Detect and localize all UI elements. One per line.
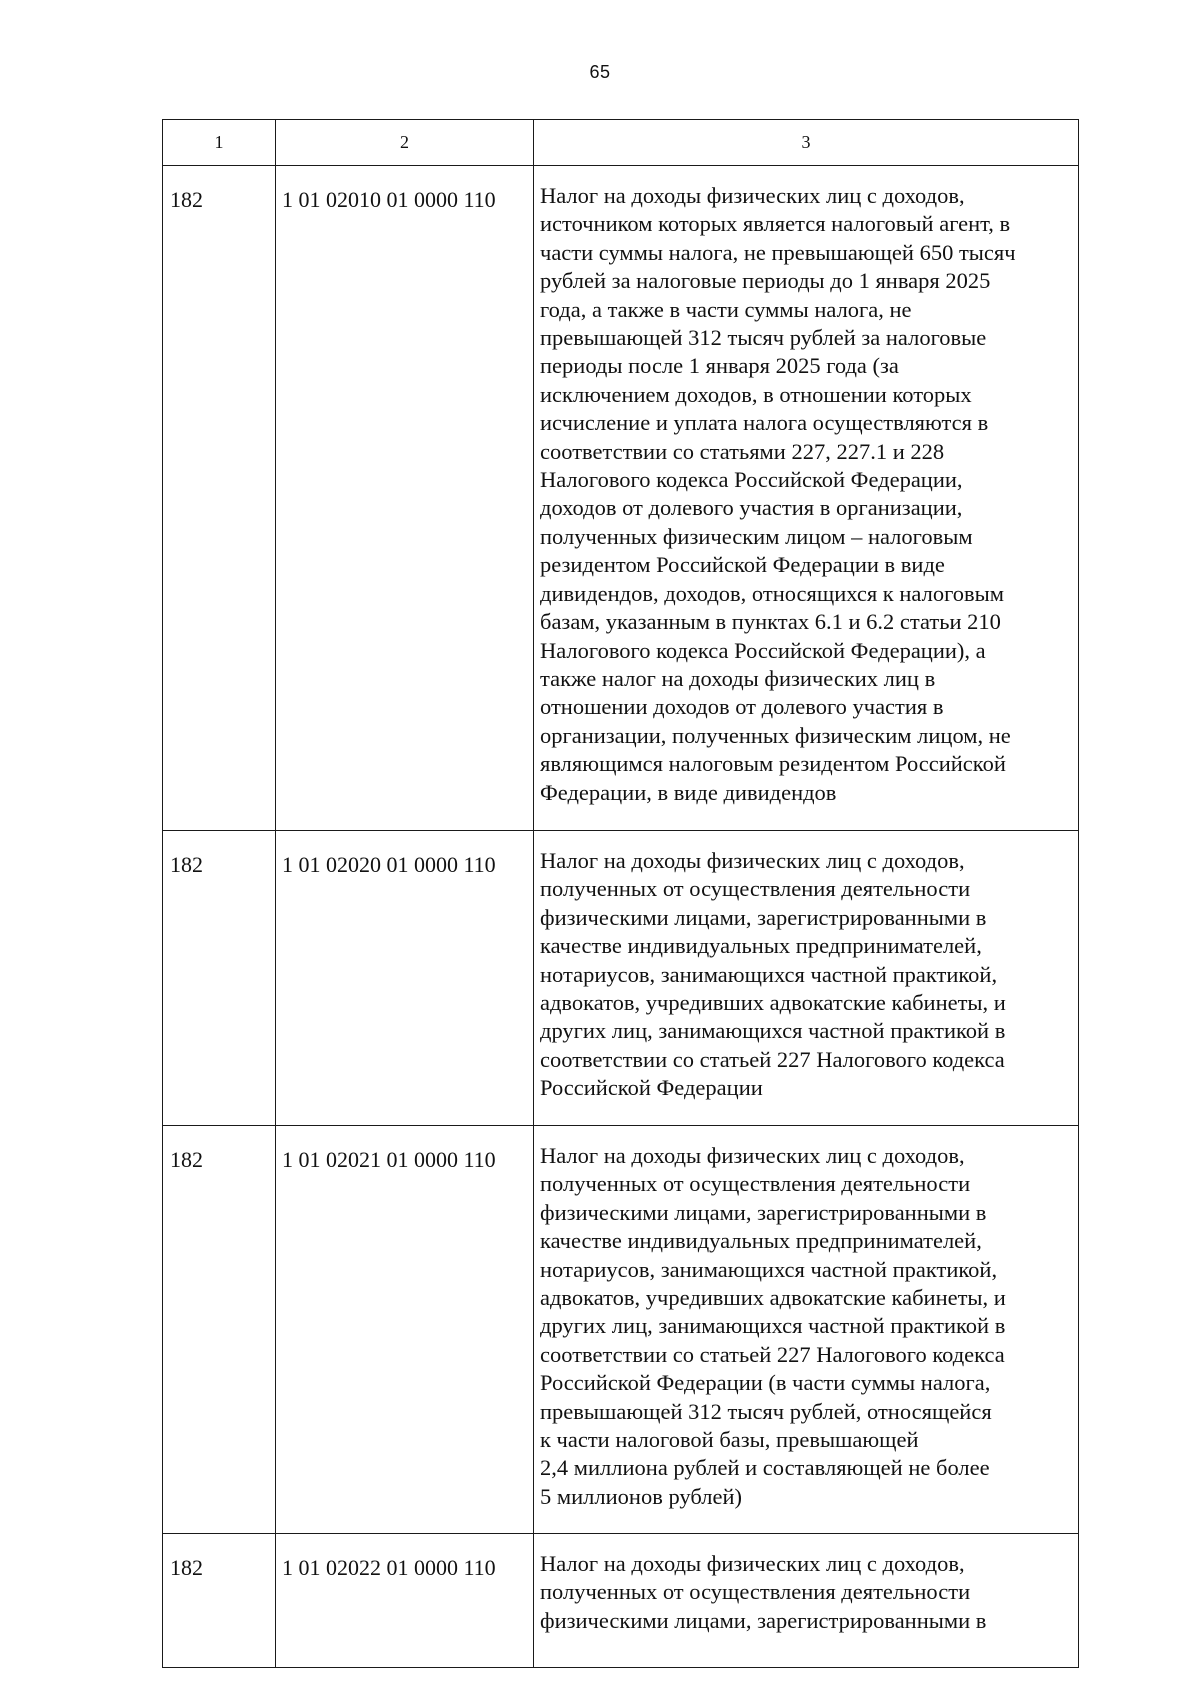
- table-row: [163, 166, 1079, 831]
- description-line: других лиц, занимающихся частной практикой в: [540, 1313, 1006, 1339]
- admin-code-cell: 182: [163, 166, 276, 831]
- description-line: года, а также в части суммы налога, не: [540, 296, 912, 322]
- description-line: Российской Федерации: [540, 1075, 763, 1101]
- page-number: 65: [589, 62, 611, 82]
- description-cell: [534, 1126, 1079, 1534]
- description-line: соответствии со статьей 227 Налогового кодекса: [540, 1046, 1005, 1072]
- description-cell: [534, 831, 1079, 1126]
- column-header-1: 1: [163, 120, 276, 166]
- description-line: 2,4 миллиона рублей и составляющей не более: [540, 1455, 990, 1481]
- description-line: источником которых является налоговый агент, в: [540, 211, 1011, 237]
- description-line: физическими лицами, зарегистрированными в: [540, 1199, 987, 1225]
- description-line: части суммы налога, не превышающей 650 тысяч: [540, 239, 1016, 265]
- description-line: 5 миллионов рублей): [540, 1483, 742, 1509]
- description-line: исключением доходов, в отношении которых: [540, 381, 972, 407]
- description-line: Федерации, в виде дивидендов: [540, 779, 837, 805]
- description-line: соответствии со статьями 227, 227.1 и 228: [540, 438, 945, 464]
- budget-code-cell: 1 01 02022 01 0000 110: [276, 1534, 534, 1668]
- admin-code-cell: 182: [163, 831, 276, 1126]
- budget-code-cell: 1 01 02010 01 0000 110: [276, 166, 534, 831]
- description-line: организации, полученных физическим лицом, не: [540, 722, 1011, 748]
- description-line: физическими лицами, зарегистрированными в: [540, 904, 987, 930]
- admin-code-cell: 182: [163, 1126, 276, 1534]
- description-line: Налог на доходы физических лиц с доходов,: [540, 848, 965, 873]
- description-line: Налог на доходы физических лиц с доходов,: [540, 1143, 965, 1168]
- description-line: резидентом Российской Федерации в виде: [540, 552, 945, 578]
- description-line: Налог на доходы физических лиц с доходов,: [540, 1551, 965, 1576]
- description-line: являющимся налоговым резидентом Российской: [540, 751, 1006, 777]
- description-line: полученных физическим лицом – налоговым: [540, 523, 973, 549]
- description-line: к части налоговой базы, превышающей: [540, 1427, 919, 1453]
- admin-code-cell: 182: [163, 1534, 276, 1668]
- budget-code-cell: 1 01 02020 01 0000 110: [276, 831, 534, 1126]
- description-line: полученных от осуществления деятельности: [540, 1171, 971, 1197]
- description-line: базам, указанным в пунктах 6.1 и 6.2 статьи 210: [540, 609, 1001, 635]
- description-cell: [534, 166, 1079, 831]
- description-line: других лиц, занимающихся частной практикой в: [540, 1018, 1006, 1044]
- description-line: нотариусов, занимающихся частной практикой,: [540, 1256, 998, 1282]
- description-line: рублей за налоговые периоды до 1 января 2025: [540, 268, 991, 294]
- description-cell: [534, 1534, 1079, 1668]
- description-line: доходов от долевого участия в организации,: [540, 495, 963, 521]
- description-line: отношении доходов от долевого участия в: [540, 694, 944, 720]
- description-line: качестве индивидуальных предпринимателей,: [540, 933, 982, 959]
- description-line: периоды после 1 января 2025 года (за: [540, 353, 899, 379]
- description-line: дивидендов, доходов, относящихся к налоговым: [540, 580, 1004, 606]
- table-row: [163, 1126, 1079, 1534]
- description-line: качестве индивидуальных предпринимателей,: [540, 1228, 982, 1254]
- description-line: нотариусов, занимающихся частной практикой,: [540, 961, 998, 987]
- description-line: полученных от осуществления деятельности: [540, 1579, 971, 1605]
- description-line: исчисление и уплата налога осуществляются в: [540, 410, 989, 436]
- description-line: превышающей 312 тысяч рублей за налоговые: [540, 325, 987, 351]
- description-line: также налог на доходы физических лиц в: [540, 665, 936, 691]
- table-row: [163, 831, 1079, 1126]
- income-codes-table: [162, 119, 1079, 1668]
- description-line: адвокатов, учредивших адвокатские кабинеты, и: [540, 990, 1006, 1016]
- table-header-row: [163, 120, 1079, 166]
- description-line: адвокатов, учредивших адвокатские кабинеты, и: [540, 1285, 1006, 1311]
- description-line: физическими лицами, зарегистрированными в: [540, 1607, 987, 1633]
- column-header-2: 2: [276, 120, 534, 166]
- description-line: Налогового кодекса Российской Федерации), а: [540, 637, 986, 663]
- budget-code-cell: 1 01 02021 01 0000 110: [276, 1126, 534, 1534]
- description-line: Налогового кодекса Российской Федерации,: [540, 467, 963, 493]
- description-line: превышающей 312 тысяч рублей, относящейся: [540, 1398, 992, 1424]
- column-header-3: 3: [534, 120, 1079, 166]
- description-line: Налог на доходы физических лиц с доходов,: [540, 183, 965, 208]
- description-line: полученных от осуществления деятельности: [540, 876, 971, 902]
- description-line: Российской Федерации (в части суммы налога,: [540, 1370, 991, 1396]
- table-row: [163, 1534, 1079, 1668]
- description-line: соответствии со статьей 227 Налогового кодекса: [540, 1341, 1005, 1367]
